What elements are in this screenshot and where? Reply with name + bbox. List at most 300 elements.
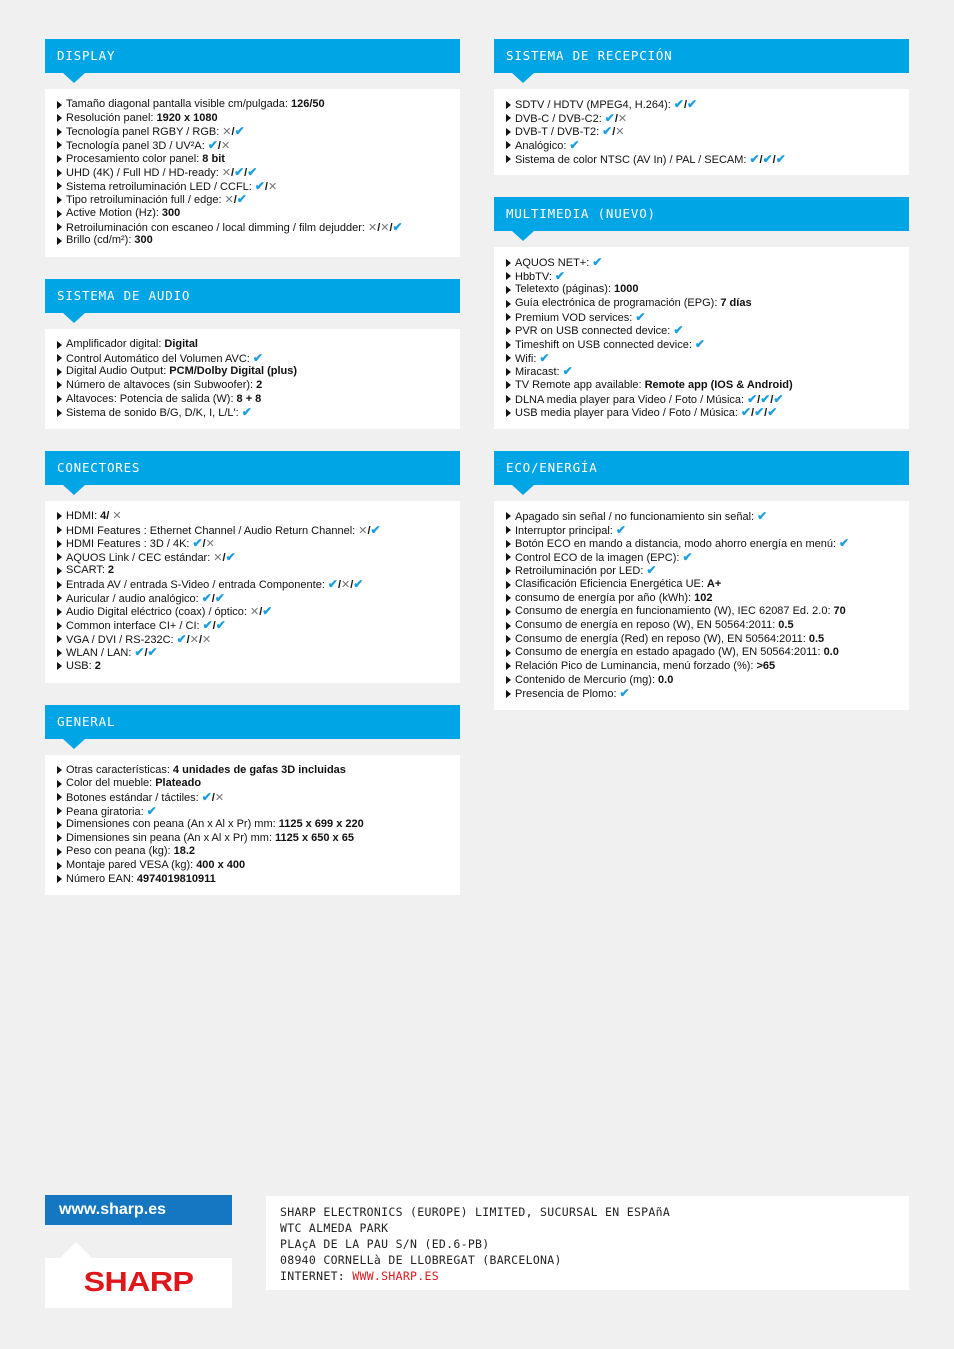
spec-item <box>504 297 899 311</box>
section-title: CONECTORES <box>45 451 460 485</box>
spec-item <box>55 764 450 778</box>
spec-label: Common interface CI+ / CI: <box>66 620 200 633</box>
spec-label: Consumo de energía en funcionamiento (W), IEC 62087 Ed. 2.0: <box>515 605 831 618</box>
spec-icons <box>203 620 226 632</box>
left-column <box>45 39 460 917</box>
spec-item <box>55 112 450 126</box>
spec-item <box>55 805 450 819</box>
spec-item <box>504 270 899 284</box>
spec-label: Sistema de color NTSC (AV In) / PAL / SECAM: <box>515 153 747 166</box>
check-icon: ✔ <box>694 337 705 352</box>
spec-icons <box>749 151 786 166</box>
spec-label: Contenido de Mercurio (mg): <box>515 673 656 686</box>
spec-label: Miracast: <box>515 366 560 379</box>
spec-list <box>45 329 460 429</box>
spec-item <box>55 153 450 167</box>
separator: / <box>757 393 761 406</box>
check-icon: ✔ <box>370 522 381 537</box>
spec-label: Retroiluminación por LED: <box>515 565 644 578</box>
cross-icon: ✕ <box>615 126 625 139</box>
spec-label: Retroiluminación con escaneo / local dimming / film dejudder: <box>66 221 365 234</box>
separator: / <box>612 126 616 139</box>
check-icon: ✔ <box>740 405 752 420</box>
spec-value: 0.0 <box>823 646 839 659</box>
spec-label: Peana giratoria: <box>66 805 144 818</box>
separator: / <box>144 647 148 660</box>
spec-item <box>55 352 450 366</box>
spec-value: 4/ <box>100 509 110 522</box>
spec-label: Procesamiento color panel: <box>66 152 200 165</box>
cross-icon: ✕ <box>214 791 225 804</box>
spec-label: PVR on USB connected device: <box>515 325 671 338</box>
spec-item <box>55 619 450 633</box>
cross-icon: ✕ <box>249 606 260 619</box>
spec-icons <box>635 309 646 324</box>
cross-icon: ✕ <box>367 221 378 234</box>
spec-icons <box>213 549 236 564</box>
spec-label: Timeshift on USB connected device: <box>515 339 692 352</box>
check-icon: ✔ <box>562 364 573 379</box>
spec-label: Analógico: <box>515 139 567 152</box>
spec-icons <box>112 510 121 522</box>
cross-icon: ✕ <box>267 180 278 193</box>
check-icon: ✔ <box>757 508 768 523</box>
spec-item <box>504 633 899 647</box>
spec-label: Clasificación Eficiencia Energética UE: <box>515 578 704 591</box>
spec-value: 0.0 <box>658 673 674 686</box>
section-multimedia <box>494 197 909 429</box>
check-icon: ✔ <box>682 549 693 564</box>
spec-icons <box>682 549 693 564</box>
spec-item <box>504 139 899 153</box>
spec-label: Tecnología panel RGBY / RGB: <box>66 126 220 139</box>
spec-item <box>55 605 450 619</box>
check-icon: ✔ <box>749 151 760 166</box>
address-line: 08940 CORNELLà DE LLOBREGAT (BARCELONA) <box>280 1253 562 1267</box>
check-icon: ✔ <box>604 110 615 125</box>
separator: / <box>231 167 235 180</box>
check-icon: ✔ <box>673 323 684 338</box>
check-icon: ✔ <box>201 590 212 605</box>
spec-label: USB media player para Video / Foto / Música: <box>515 407 738 420</box>
cross-icon: ✕ <box>202 633 212 646</box>
spec-label: Presencia de Plomo: <box>515 688 617 701</box>
spec-label: Digital Audio Output: <box>66 365 167 378</box>
cross-icon: ✕ <box>213 551 223 564</box>
separator: / <box>264 180 268 193</box>
website-link[interactable]: www.sharp.es <box>45 1195 232 1225</box>
spec-value: 2 <box>256 378 263 391</box>
spec-label: Teletexto (páginas): <box>515 283 611 296</box>
section-title: GENERAL <box>45 705 460 739</box>
spec-list <box>45 755 460 896</box>
spec-value: 1920 x 1080 <box>156 111 218 124</box>
separator: / <box>770 393 774 406</box>
spec-label: Número de altavoces (sin Subwoofer): <box>66 378 254 391</box>
spec-icons <box>757 508 768 523</box>
spec-item <box>504 352 899 366</box>
spec-value: 300 <box>134 234 153 247</box>
separator: / <box>389 221 393 234</box>
spec-item <box>504 98 899 112</box>
check-icon: ✔ <box>392 219 403 234</box>
spec-value: PCM/Dolby Digital (plus) <box>169 365 298 378</box>
section-audio <box>45 279 460 429</box>
spec-item <box>55 125 450 139</box>
spec-icons <box>328 579 363 591</box>
check-icon: ✔ <box>619 686 630 701</box>
spec-item <box>504 338 899 352</box>
address-line: WTC ALMEDA PARK <box>280 1221 389 1235</box>
separator: / <box>211 791 215 804</box>
separator: / <box>683 99 687 111</box>
spec-icons <box>563 366 573 378</box>
separator: / <box>217 139 221 152</box>
spec-label: Wifi: <box>515 352 537 365</box>
spec-label: HbbTV: <box>515 270 552 283</box>
section-eco <box>494 451 909 710</box>
spec-item <box>504 687 899 701</box>
section-recepcion <box>494 39 909 175</box>
spec-item <box>504 524 899 538</box>
address-line: SHARP ELECTRONICS (EUROPE) LIMITED, SUCURSAL EN ESPAñA <box>280 1205 671 1219</box>
spec-item <box>55 221 450 235</box>
spec-item <box>55 551 450 565</box>
spec-icons <box>741 407 777 419</box>
spec-label: Peso con peana (kg): <box>66 845 171 858</box>
spec-icons <box>222 126 244 138</box>
separator: / <box>751 407 755 420</box>
spec-item <box>55 845 450 859</box>
check-icon: ✔ <box>241 405 252 420</box>
spec-value: 4 unidades de gafas 3D incluidas <box>172 763 346 776</box>
spec-label: SCART: <box>66 564 105 577</box>
spec-icons <box>539 350 550 365</box>
check-icon: ✔ <box>775 151 786 166</box>
cross-icon: ✕ <box>617 112 628 125</box>
section-general <box>45 705 460 896</box>
spec-label: Resolución panel: <box>66 111 154 124</box>
spec-label: DVB-C / DVB-C2: <box>515 112 602 125</box>
spec-label: Número EAN: <box>66 872 134 885</box>
spec-item <box>55 393 450 407</box>
check-icon: ✔ <box>202 618 213 633</box>
check-icon: ✔ <box>635 309 646 324</box>
separator: / <box>377 221 381 234</box>
check-icon: ✔ <box>215 618 226 633</box>
spec-label: Tecnología panel 3D / UV²A: <box>66 139 205 152</box>
check-icon: ✔ <box>201 789 212 804</box>
spec-icons <box>252 350 263 365</box>
check-icon: ✔ <box>569 137 580 152</box>
internet-line <box>280 1268 895 1284</box>
spec-label: Brillo (cd/m²): <box>66 234 132 247</box>
cross-icon: ✕ <box>358 524 368 537</box>
spec-value: 2 <box>94 659 101 672</box>
check-icon: ✔ <box>747 391 758 406</box>
spec-label: Color del mueble: <box>66 777 153 790</box>
spec-list <box>45 89 460 257</box>
spec-value: 126/50 <box>290 98 325 110</box>
spec-label: Control Automático del Volumen AVC: <box>66 352 250 365</box>
spec-label: UHD (4K) / Full HD / HD-ready: <box>66 167 219 180</box>
spec-item <box>55 524 450 538</box>
separator: / <box>233 194 237 207</box>
spec-label: HDMI Features : 3D / 4K: <box>66 538 190 551</box>
check-icon: ✔ <box>234 165 245 180</box>
spec-icons <box>673 325 683 337</box>
spec-value: 1125 x 650 x 65 <box>275 831 354 844</box>
spec-label: Audio Digital eléctrico (coax) / óptico: <box>66 606 247 619</box>
cross-icon: ✕ <box>221 167 232 180</box>
spec-item <box>55 510 450 524</box>
spec-value: Plateado <box>155 777 202 790</box>
spec-value: 400 x 400 <box>196 859 246 872</box>
spec-icons <box>602 126 624 138</box>
spec-icons <box>207 137 231 152</box>
spec-label: WLAN / LAN: <box>66 647 132 660</box>
spec-item <box>504 619 899 633</box>
spec-label: Auricular / audio analógico: <box>66 592 199 605</box>
section-title: SISTEMA DE RECEPCIÓN <box>494 39 909 73</box>
check-icon: ✔ <box>192 536 203 551</box>
check-icon: ✔ <box>592 255 603 270</box>
check-icon: ✔ <box>234 124 245 139</box>
spec-icons <box>674 99 697 111</box>
spec-item <box>55 193 450 207</box>
check-icon: ✔ <box>236 192 247 207</box>
spec-item <box>55 338 450 352</box>
spec-value: 1125 x 699 x 220 <box>278 818 364 831</box>
spec-item <box>55 166 450 180</box>
spec-icons <box>695 339 705 351</box>
spec-label: Otras características: <box>66 763 170 776</box>
spec-icons <box>554 268 565 283</box>
spec-value: 18.2 <box>173 845 195 858</box>
spec-icons <box>225 194 247 206</box>
spec-icons <box>201 789 225 804</box>
spec-item <box>55 832 450 846</box>
spec-item <box>55 98 450 112</box>
spec-label: AQUOS NET+: <box>515 257 590 270</box>
check-icon: ✔ <box>673 97 684 111</box>
cross-icon: ✕ <box>112 509 122 522</box>
spec-label: Sistema retroiluminación LED / CCFL: <box>66 180 252 193</box>
address-line: PLAçA DE LA PAU S/N (ED.6-PB) <box>280 1237 490 1251</box>
spec-item <box>504 564 899 578</box>
spec-item <box>504 256 899 270</box>
spec-label: HDMI Features : Ethernet Channel / Audio Return Channel: <box>66 524 356 537</box>
spec-item <box>504 660 899 674</box>
spec-label: DLNA media player para Video / Foto / Música: <box>515 393 745 406</box>
spec-item <box>55 537 450 551</box>
spec-list <box>494 89 909 175</box>
spec-item <box>504 324 899 338</box>
spec-item <box>504 393 899 407</box>
check-icon: ✔ <box>134 645 145 660</box>
separator: / <box>764 407 768 420</box>
check-icon: ✔ <box>646 563 657 578</box>
separator: / <box>772 153 776 166</box>
spec-value: Digital <box>164 338 198 351</box>
spec-label: Entrada AV / entrada S-Video / entrada Componente: <box>66 579 325 592</box>
spec-label: AQUOS Link / CEC estándar: <box>66 551 211 564</box>
spec-label: TV Remote app available: <box>515 378 642 391</box>
spec-label: Montaje pared VESA (kg): <box>66 859 194 872</box>
spec-label: Tamaño diagonal pantalla visible cm/pulgada: <box>66 98 288 110</box>
spec-label: Consumo de energía (Red) en reposo (W), EN 50564:2011: <box>515 632 806 645</box>
spec-item <box>504 537 899 551</box>
check-icon: ✔ <box>176 631 187 646</box>
check-icon: ✔ <box>225 549 236 564</box>
check-icon: ✔ <box>214 590 225 605</box>
section-conectores <box>45 451 460 683</box>
spec-value: 7 días <box>720 297 752 310</box>
separator: / <box>231 126 235 139</box>
spec-item <box>55 660 450 674</box>
spec-item <box>55 592 450 606</box>
spec-item <box>55 207 450 221</box>
spec-item <box>55 578 450 592</box>
spec-item <box>55 791 450 805</box>
spec-icons <box>747 391 784 406</box>
spec-icons <box>839 538 849 550</box>
spec-label: Relación Pico de Luminancia, menú forzado (%): <box>515 659 754 672</box>
spec-item <box>55 859 450 873</box>
spec-item <box>55 365 450 379</box>
logo-notch <box>60 1242 92 1258</box>
check-icon: ✔ <box>247 165 258 180</box>
cross-icon: ✕ <box>222 126 232 139</box>
spec-value: 4974019810911 <box>136 872 216 885</box>
separator: / <box>202 538 206 551</box>
spec-item <box>55 406 450 420</box>
spec-item <box>55 139 450 153</box>
section-display <box>45 39 460 257</box>
spec-item <box>504 311 899 325</box>
spec-icons <box>146 803 157 818</box>
spec-label: Apagado sin señal / no funcionamiento sin señal: <box>515 510 755 523</box>
spec-icons <box>192 538 214 550</box>
spec-icons <box>646 565 656 577</box>
spec-item <box>504 112 899 126</box>
spec-label: Amplificador digital: <box>66 338 162 351</box>
spec-item <box>55 564 450 578</box>
section-title: ECO/ENERGÍA <box>494 451 909 485</box>
spec-icons <box>176 631 212 646</box>
spec-label: VGA / DVI / RS-232C: <box>66 633 174 646</box>
spec-item <box>504 153 899 167</box>
spec-label: USB: <box>66 659 92 672</box>
spec-label: Sistema de sonido B/G, D/K, I, L/L': <box>66 407 239 420</box>
spec-icons <box>201 590 225 605</box>
spec-icons <box>615 522 626 537</box>
check-icon: ✔ <box>327 577 338 592</box>
separator: / <box>211 592 215 605</box>
separator: / <box>614 112 618 125</box>
spec-label: Botón ECO en mando a distancia, modo ahorro energía en menú: <box>515 538 837 551</box>
spec-item <box>55 379 450 393</box>
spec-label: Premium VOD services: <box>515 311 633 324</box>
spec-value: 70 <box>833 605 846 618</box>
spec-icons <box>358 522 381 537</box>
check-icon: ✔ <box>839 536 850 551</box>
check-icon: ✔ <box>353 577 364 592</box>
separator: / <box>259 606 263 619</box>
spec-label: DVB-T / DVB-T2: <box>515 126 600 139</box>
spec-value: 1000 <box>614 283 639 296</box>
spec-label: consumo de energía por año (kWh): <box>515 591 692 604</box>
spec-item <box>504 674 899 688</box>
spec-icons <box>604 110 628 125</box>
spec-item <box>504 592 899 606</box>
section-title: DISPLAY <box>45 39 460 73</box>
spec-value: 300 <box>161 207 181 220</box>
spec-item <box>504 605 899 619</box>
spec-label: Consumo de energía en reposo (W), EN 50564:2011: <box>515 619 776 632</box>
spec-value: 0.5 <box>808 632 825 645</box>
spec-label: Dimensiones con peana (An x Al x Pr) mm: <box>66 818 276 831</box>
spec-label: SDTV / HDTV (MPEG4, H.264): <box>515 99 671 111</box>
spec-value: 2 <box>107 564 115 577</box>
spec-icons <box>592 257 602 269</box>
check-icon: ✔ <box>602 124 613 139</box>
separator: / <box>186 633 190 646</box>
spec-value: 8 + 8 <box>236 392 262 405</box>
cross-icon: ✕ <box>341 579 351 592</box>
cross-icon: ✕ <box>205 538 215 551</box>
company-address <box>266 1196 909 1290</box>
check-icon: ✔ <box>760 391 771 406</box>
spec-item <box>504 578 899 592</box>
spec-icons <box>620 688 630 700</box>
spec-item <box>55 777 450 791</box>
spec-label: Dimensiones sin peana (An x Al x Pr) mm: <box>66 831 273 844</box>
internet-link[interactable]: WWW.SHARP.ES <box>352 1269 439 1283</box>
cross-icon: ✕ <box>224 194 234 207</box>
check-icon: ✔ <box>754 405 765 420</box>
separator: / <box>198 633 202 646</box>
spec-icons <box>250 606 272 618</box>
spec-item <box>55 818 450 832</box>
spec-item <box>55 873 450 887</box>
spec-item <box>504 365 899 379</box>
spec-list <box>494 501 909 710</box>
check-icon: ✔ <box>539 350 550 365</box>
spec-icons <box>367 219 403 234</box>
spec-icons <box>254 178 278 193</box>
section-title: MULTIMEDIA (NUEVO) <box>494 197 909 231</box>
spec-label: Altavoces: Potencia de salida (W): <box>66 392 234 405</box>
separator: / <box>244 167 248 180</box>
spec-label: Guía electrónica de programación (EPG): <box>515 297 718 310</box>
spec-item <box>504 406 899 420</box>
check-icon: ✔ <box>615 522 626 537</box>
right-column <box>494 39 909 732</box>
spec-label: Consumo de energía en estado apagado (W), EN 50564:2011: <box>515 646 821 659</box>
check-icon: ✔ <box>262 604 273 619</box>
spec-label: Active Motion (Hz): <box>66 207 159 220</box>
check-icon: ✔ <box>254 178 265 193</box>
spec-label: Botones estándar / táctiles: <box>66 791 199 804</box>
separator: / <box>337 579 342 592</box>
spec-item <box>504 125 899 139</box>
spec-value: Remote app (IOS & Android) <box>644 378 793 391</box>
section-title: SISTEMA DE AUDIO <box>45 279 460 313</box>
spec-item <box>504 646 899 660</box>
spec-label: Tipo retroiluminación full / edge: <box>66 194 222 207</box>
spec-value: 8 bit <box>202 152 225 165</box>
